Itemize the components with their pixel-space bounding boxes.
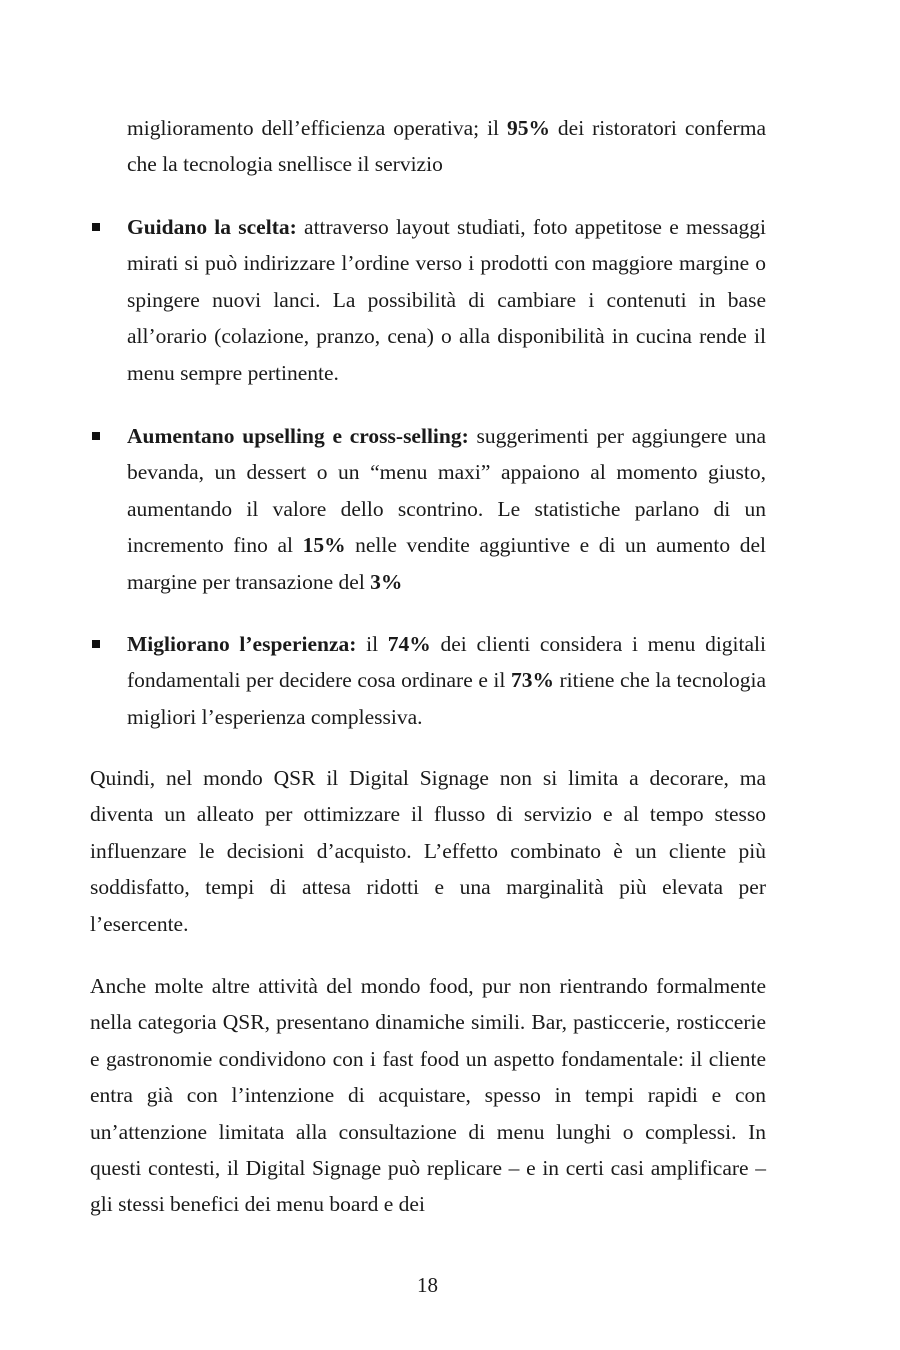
bullet-text: ritiene che la tecnologia migliori l’esperienza complessiva. [127, 668, 766, 729]
bullet-heading: Migliorano l’esperienza: [127, 632, 357, 656]
bullet-text: suggerimenti per aggiungere una bevanda, un dessert o un “menu maxi” appaiono al momento giusto, aumentando il valore dello scontrino. Le statistiche parlano di un incremento fino al [127, 424, 766, 558]
page-number: 18 [417, 1273, 438, 1297]
stat-3: 3% [370, 569, 403, 594]
stat-74: 74% [387, 632, 431, 656]
bullet-text: il [356, 632, 388, 656]
bullet-item-upselling [90, 418, 766, 600]
paragraph-quindi: Quindi, nel mondo QSR il Digital Signage non si limita a decorare, ma diventa un alleato per ottimizzare il flusso di servizio e al tempo stesso influenzare le decisioni d’acquisto. L’effetto combinato è un cliente più soddisfatto, tempi di attesa ridotti e una marginalità più elevata per l’esercente. [90, 766, 766, 936]
bullet-text: dei clienti considera i menu digitali fondamentali per decidere cosa ordinare e il [127, 632, 766, 693]
square-bullet-icon [92, 223, 100, 231]
square-bullet-icon [92, 432, 100, 440]
stat-95: 95% [506, 116, 550, 140]
continuation-paragraph [127, 110, 766, 183]
bullet-text: nelle vendite aggiuntive e di un aumento del margine per transazione del [127, 533, 766, 594]
stat-73: 73% [510, 668, 554, 693]
bullet-item-guidano [90, 209, 766, 391]
bullet-item-esperienza [90, 626, 766, 735]
paragraph-anche: Anche molte altre attività del mondo food, pur non rientrando formalmente nella categoria QSR, presentano dinamiche simili. Bar, pasticcerie, rosticcerie e gastronomie condividono con i fast food un aspetto fondamentale: il cliente entra già con l’intenzione di acquistare, spesso in tempi rapidi e con un’attenzione limitata alla consultazione di menu lunghi o complessi. In questi contesti, il Digital Signage può replicare – e in certi casi amplificare – gli stessi benefici dei menu board e dei [90, 974, 766, 1217]
bullet-text: attraverso layout studiati, foto appetitose e messaggi mirati si può indirizzare l’ordine verso i prodotti con maggiore margine o spingere nuovi lanci. La possibilità di cambiare i contenuti in base all’orario (colazione, pranzo, cena) o alla disponibilità in cucina rende il menu sempre pertinente. [127, 215, 766, 385]
bullet-heading: Guidano la scelta: [127, 215, 297, 239]
continuation-text-end: dei ristoratori conferma che la tecnologia snellisce il servizio [127, 116, 766, 177]
square-bullet-icon [92, 640, 100, 648]
continuation-text-start: miglioramento dell’efficienza operativa; il [127, 116, 507, 140]
stat-15: 15% [302, 533, 346, 558]
bullet-heading: Aumentano upselling e cross-selling: [127, 424, 469, 448]
